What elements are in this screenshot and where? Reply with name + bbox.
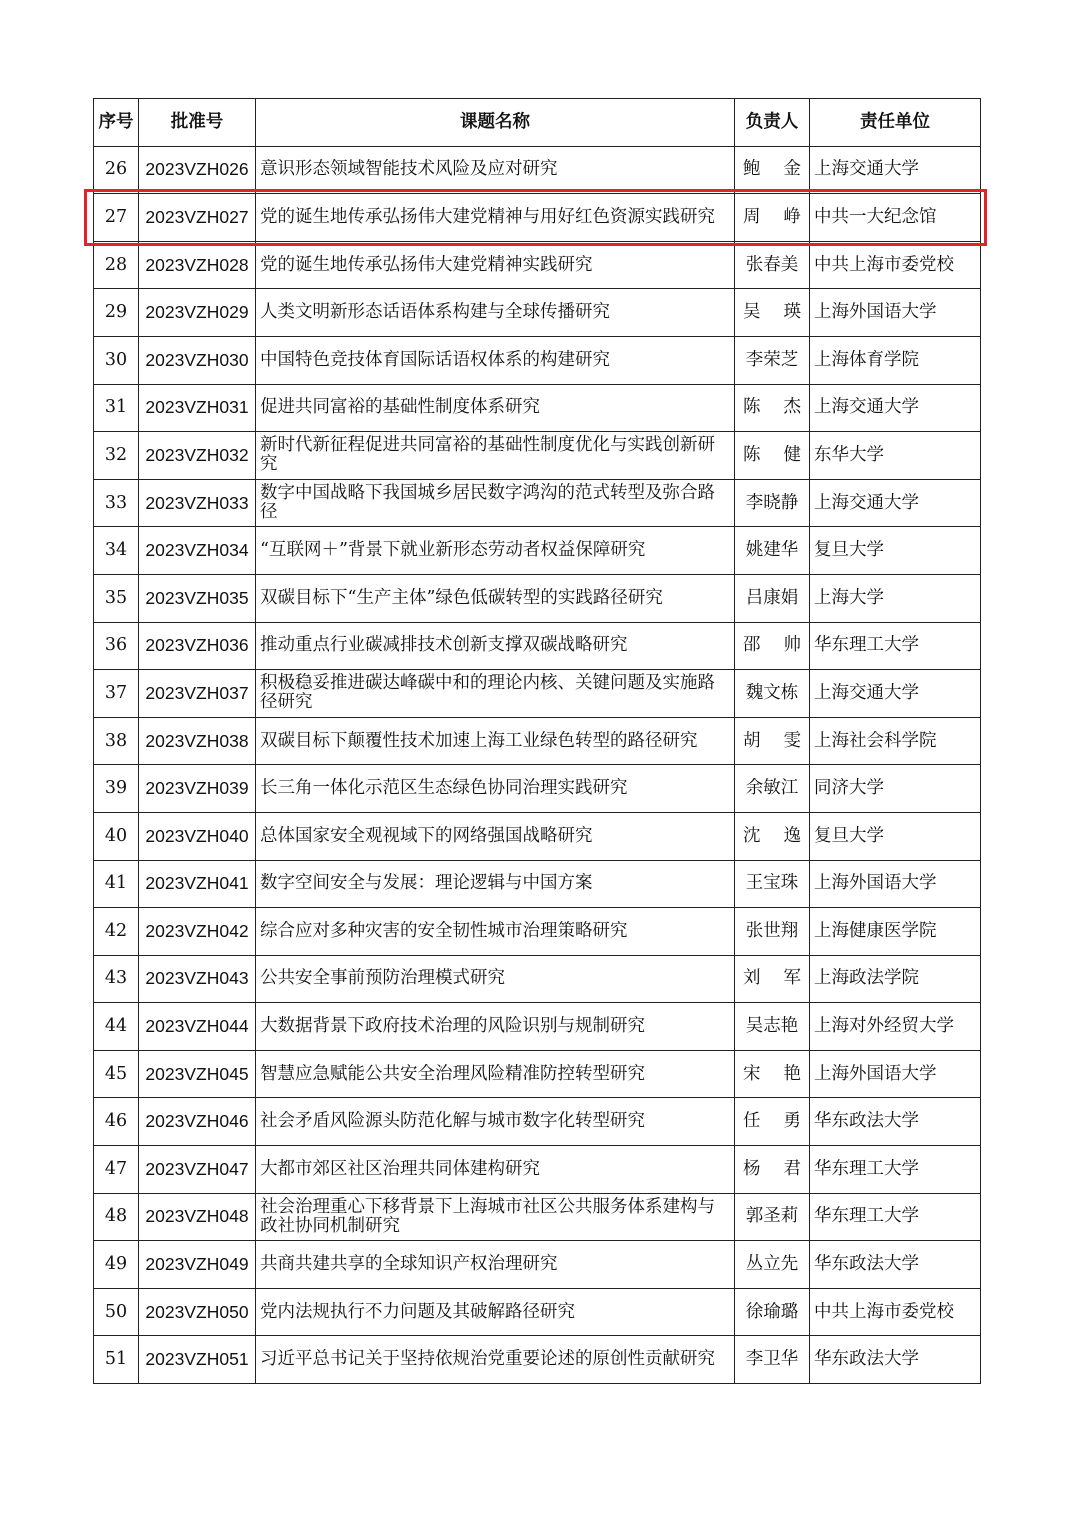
cell-unit: 中共上海市委党校 [810,241,981,289]
table-header [94,99,981,147]
cell-project-title: 党的诞生地传承弘扬伟大建党精神与用好红色资源实践研究 [256,194,735,242]
cell-serial-no: 51 [94,1336,139,1384]
table-row [94,146,981,194]
cell-leader: 姚建华 [735,527,810,575]
cell-leader: 张春美 [735,241,810,289]
cell-approval-no: 2023VZH042 [139,908,256,956]
cell-project-title: 双碳目标下颠覆性技术加速上海工业绿色转型的路径研究 [256,717,735,765]
table-row [94,812,981,860]
cell-leader: 王宝珠 [735,860,810,908]
cell-project-title: 促进共同富裕的基础性制度体系研究 [256,384,735,432]
cell-serial-no: 33 [94,479,139,527]
cell-project-title: 意识形态领域智能技术风险及应对研究 [256,146,735,194]
cell-leader: 陈杰 [735,384,810,432]
cell-approval-no: 2023VZH034 [139,527,256,575]
cell-serial-no: 41 [94,860,139,908]
cell-project-title: 共商共建共享的全球知识产权治理研究 [256,1241,735,1289]
cell-approval-no: 2023VZH044 [139,1003,256,1051]
cell-leader: 沈逸 [735,812,810,860]
cell-project-title: 社会治理重心下移背景下上海城市社区公共服务体系建构与政社协同机制研究 [256,1193,735,1241]
cell-approval-no: 2023VZH049 [139,1241,256,1289]
cell-leader: 任勇 [735,1098,810,1146]
header-leader: 负责人 [735,99,810,147]
cell-serial-no: 35 [94,574,139,622]
cell-project-title: 中国特色竞技体育国际话语权体系的构建研究 [256,336,735,384]
cell-serial-no: 28 [94,241,139,289]
table-row [94,1146,981,1194]
cell-approval-no: 2023VZH048 [139,1193,256,1241]
cell-project-title: 数字空间安全与发展：理论逻辑与中国方案 [256,860,735,908]
table-row [94,241,981,289]
cell-unit: 华东政法大学 [810,1336,981,1384]
header-row [94,99,981,147]
cell-project-title: 综合应对多种灾害的安全韧性城市治理策略研究 [256,908,735,956]
table-row [94,860,981,908]
cell-unit: 上海交通大学 [810,146,981,194]
table-row [94,622,981,670]
table-row [94,717,981,765]
cell-unit: 中共一大纪念馆 [810,194,981,242]
cell-serial-no: 40 [94,812,139,860]
cell-unit: 上海外国语大学 [810,860,981,908]
table-row [94,1193,981,1241]
cell-leader: 吴瑛 [735,289,810,337]
cell-project-title: 长三角一体化示范区生态绿色协同治理实践研究 [256,765,735,813]
cell-leader: 李晓静 [735,479,810,527]
cell-approval-no: 2023VZH031 [139,384,256,432]
cell-unit: 华东政法大学 [810,1241,981,1289]
table-row [94,194,981,242]
cell-unit: 华东政法大学 [810,1098,981,1146]
table-row [94,1336,981,1384]
cell-project-title: 大都市郊区社区治理共同体建构研究 [256,1146,735,1194]
cell-leader: 魏文栋 [735,670,810,718]
cell-leader: 刘军 [735,955,810,1003]
cell-unit: 上海交通大学 [810,670,981,718]
cell-serial-no: 30 [94,336,139,384]
cell-leader: 吴志艳 [735,1003,810,1051]
header-approval-no: 批准号 [139,99,256,147]
table-row [94,527,981,575]
cell-project-title: 党内法规执行不力问题及其破解路径研究 [256,1288,735,1336]
cell-unit: 华东理工大学 [810,1193,981,1241]
cell-approval-no: 2023VZH036 [139,622,256,670]
cell-serial-no: 32 [94,432,139,480]
cell-approval-no: 2023VZH039 [139,765,256,813]
cell-unit: 复旦大学 [810,527,981,575]
cell-unit: 同济大学 [810,765,981,813]
cell-approval-no: 2023VZH030 [139,336,256,384]
cell-leader: 吕康娟 [735,574,810,622]
project-list-table [93,98,981,1384]
cell-project-title: 数字中国战略下我国城乡居民数字鸿沟的范式转型及弥合路径 [256,479,735,527]
cell-serial-no: 38 [94,717,139,765]
cell-serial-no: 45 [94,1050,139,1098]
cell-approval-no: 2023VZH038 [139,717,256,765]
cell-approval-no: 2023VZH029 [139,289,256,337]
cell-unit: 上海对外经贸大学 [810,1003,981,1051]
cell-unit: 中共上海市委党校 [810,1288,981,1336]
table-row [94,1050,981,1098]
cell-project-title: 公共安全事前预防治理模式研究 [256,955,735,1003]
cell-unit: 上海外国语大学 [810,1050,981,1098]
cell-project-title: 双碳目标下“生产主体”绿色低碳转型的实践路径研究 [256,574,735,622]
cell-serial-no: 37 [94,670,139,718]
cell-unit: 上海外国语大学 [810,289,981,337]
cell-approval-no: 2023VZH033 [139,479,256,527]
cell-approval-no: 2023VZH032 [139,432,256,480]
cell-leader: 徐瑜璐 [735,1288,810,1336]
cell-serial-no: 49 [94,1241,139,1289]
cell-unit: 上海大学 [810,574,981,622]
cell-unit: 华东理工大学 [810,622,981,670]
cell-serial-no: 44 [94,1003,139,1051]
table-row [94,574,981,622]
table-row [94,1098,981,1146]
cell-project-title: 人类文明新形态话语体系构建与全球传播研究 [256,289,735,337]
cell-approval-no: 2023VZH026 [139,146,256,194]
header-serial-no: 序号 [94,99,139,147]
cell-unit: 东华大学 [810,432,981,480]
table-row [94,479,981,527]
table-row [94,1003,981,1051]
cell-leader: 余敏江 [735,765,810,813]
cell-leader: 丛立先 [735,1241,810,1289]
cell-unit: 华东理工大学 [810,1146,981,1194]
cell-project-title: 党的诞生地传承弘扬伟大建党精神实践研究 [256,241,735,289]
table-row [94,384,981,432]
cell-approval-no: 2023VZH045 [139,1050,256,1098]
cell-serial-no: 50 [94,1288,139,1336]
cell-project-title: 习近平总书记关于坚持依规治党重要论述的原创性贡献研究 [256,1336,735,1384]
table-row [94,765,981,813]
cell-serial-no: 39 [94,765,139,813]
cell-project-title: 推动重点行业碳减排技术创新支撑双碳战略研究 [256,622,735,670]
table-row [94,908,981,956]
cell-leader: 鲍金 [735,146,810,194]
table-row [94,289,981,337]
cell-project-title: “互联网＋”背景下就业新形态劳动者权益保障研究 [256,527,735,575]
cell-serial-no: 34 [94,527,139,575]
cell-serial-no: 29 [94,289,139,337]
cell-serial-no: 46 [94,1098,139,1146]
cell-approval-no: 2023VZH051 [139,1336,256,1384]
cell-unit: 上海健康医学院 [810,908,981,956]
table-row [94,336,981,384]
cell-project-title: 大数据背景下政府技术治理的风险识别与规制研究 [256,1003,735,1051]
table-body [94,146,981,1383]
cell-approval-no: 2023VZH037 [139,670,256,718]
cell-approval-no: 2023VZH047 [139,1146,256,1194]
cell-project-title: 积极稳妥推进碳达峰碳中和的理论内核、关键问题及实施路径研究 [256,670,735,718]
header-project-title: 课题名称 [256,99,735,147]
cell-unit: 复旦大学 [810,812,981,860]
cell-project-title: 社会矛盾风险源头防范化解与城市数字化转型研究 [256,1098,735,1146]
cell-approval-no: 2023VZH040 [139,812,256,860]
cell-serial-no: 27 [94,194,139,242]
cell-leader: 李荣芝 [735,336,810,384]
cell-leader: 张世翔 [735,908,810,956]
table-row [94,1288,981,1336]
cell-project-title: 智慧应急赋能公共安全治理风险精准防控转型研究 [256,1050,735,1098]
header-unit: 责任单位 [810,99,981,147]
cell-project-title: 新时代新征程促进共同富裕的基础性制度优化与实践创新研究 [256,432,735,480]
cell-serial-no: 31 [94,384,139,432]
cell-serial-no: 42 [94,908,139,956]
table-row [94,1241,981,1289]
cell-serial-no: 36 [94,622,139,670]
cell-leader: 宋艳 [735,1050,810,1098]
cell-leader: 杨君 [735,1146,810,1194]
cell-approval-no: 2023VZH046 [139,1098,256,1146]
cell-leader: 郭圣莉 [735,1193,810,1241]
cell-serial-no: 48 [94,1193,139,1241]
cell-unit: 上海体育学院 [810,336,981,384]
cell-unit: 上海交通大学 [810,479,981,527]
cell-leader: 周峥 [735,194,810,242]
table-row [94,432,981,480]
cell-serial-no: 26 [94,146,139,194]
table-row [94,670,981,718]
cell-leader: 胡雯 [735,717,810,765]
cell-leader: 陈健 [735,432,810,480]
cell-unit: 上海政法学院 [810,955,981,1003]
cell-approval-no: 2023VZH050 [139,1288,256,1336]
cell-approval-no: 2023VZH043 [139,955,256,1003]
cell-unit: 上海交通大学 [810,384,981,432]
cell-serial-no: 43 [94,955,139,1003]
cell-approval-no: 2023VZH028 [139,241,256,289]
cell-approval-no: 2023VZH041 [139,860,256,908]
cell-unit: 上海社会科学院 [810,717,981,765]
cell-project-title: 总体国家安全观视域下的网络强国战略研究 [256,812,735,860]
cell-leader: 邵帅 [735,622,810,670]
table-row [94,955,981,1003]
cell-approval-no: 2023VZH035 [139,574,256,622]
cell-approval-no: 2023VZH027 [139,194,256,242]
cell-leader: 李卫华 [735,1336,810,1384]
cell-serial-no: 47 [94,1146,139,1194]
